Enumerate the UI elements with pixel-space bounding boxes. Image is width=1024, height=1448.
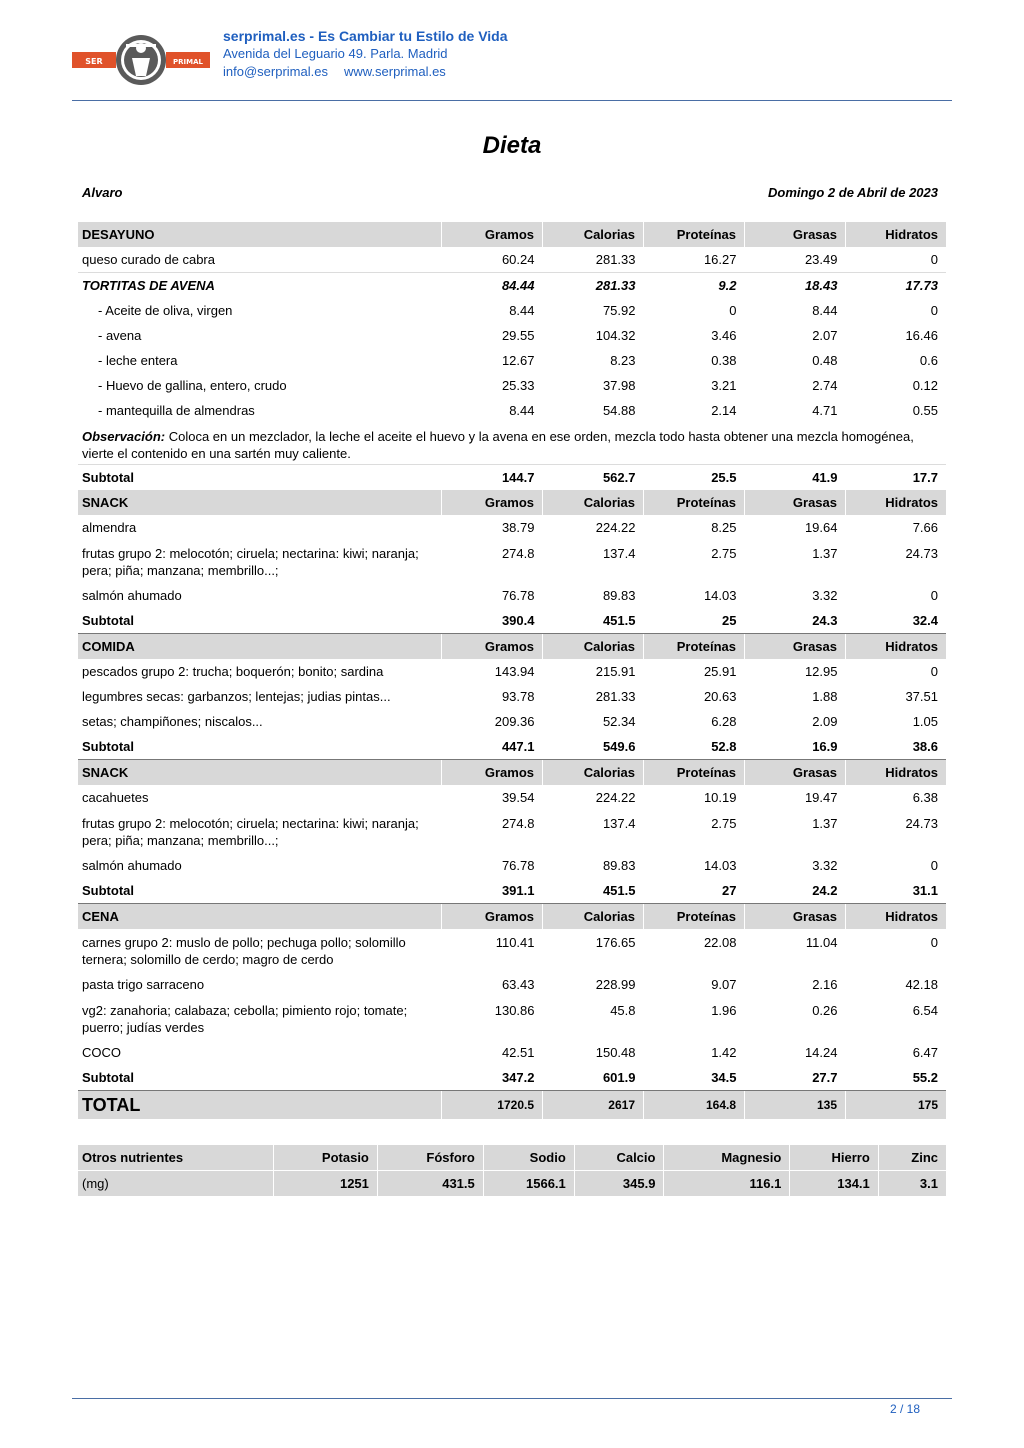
table-row: legumbres secas: garbanzos; lentejas; judias pintas... 93.78 281.33 20.63 1.88 37.51: [82, 689, 938, 704]
meal-header-cena: CENA Gramos Calorias Proteínas Grasas Hidratos: [78, 904, 946, 930]
ingredient-row: - Huevo de gallina, entero, crudo 25.33 37.98 3.21 2.74 0.12: [98, 378, 938, 393]
svg-text:PRIMAL: PRIMAL: [173, 58, 203, 66]
diet-table: [78, 222, 946, 1119]
table-row: COCO 42.51 150.48 1.42 14.24 6.47: [82, 1045, 938, 1060]
company-contact: [223, 63, 508, 81]
table-row: carnes grupo 2: muslo de pollo; pechuga pollo; solomillo ternera; solomillo de cerdo; magro de cerdo 110.41 176.65 22.08 11.04 0: [82, 935, 938, 967]
table-row: queso curado de cabra 60.24 281.33 16.27 23.49 0: [78, 247, 946, 273]
meal-header-desayuno: DESAYUNO Gramos Calorias Proteínas Grasas Hidratos: [78, 222, 946, 247]
table-row: cacahuetes 39.54 224.22 10.19 19.47 6.38: [82, 790, 938, 805]
svg-text:SER: SER: [85, 57, 103, 66]
nutrients-values-row: (mg) 1251 431.5 1566.1 345.9 116.1 134.1 3.1: [78, 1171, 946, 1197]
company-website[interactable]: www.serprimal.es: [343, 64, 446, 79]
page-title: Dieta: [482, 132, 542, 159]
total-row: TOTAL 1720.5 2617 164.8 135 175: [78, 1091, 946, 1120]
observation-row: [78, 423, 946, 465]
subtotal-row: Subtotal 391.1 451.5 27 24.2 31.1: [82, 883, 938, 898]
table-row: salmón ahumado 76.78 89.83 14.03 3.32 0: [82, 588, 938, 603]
ingredient-row: - leche entera 12.67 8.23 0.38 0.48 0.6: [98, 353, 938, 368]
page-header: [72, 24, 952, 100]
subtotal-row: Subtotal 144.7 562.7 25.5 41.9 17.7: [82, 470, 938, 485]
ingredient-row: - mantequilla de almendras 8.44 54.88 2.14 4.71 0.55: [98, 403, 938, 418]
table-row: vg2: zanahoria; calabaza; cebolla; pimiento rojo; tomate; puerro; judías verdes 130.86 45.8 1.96 0.26 6.54: [82, 1003, 938, 1035]
meal-header-snack: SNACK Gramos Calorias Proteínas Grasas Hidratos: [78, 760, 946, 786]
recipe-row: TORTITAS DE AVENA 84.44 281.33 9.2 18.43 17.73: [82, 278, 938, 293]
footer-divider: [72, 1398, 952, 1399]
observation-text: Observación: Coloca en un mezclador, la leche el aceite el huevo y la avena en ese orden, mezcla todo hasta obtener una mezcla homogénea, vierte el contenido en una sartén muy caliente.: [78, 423, 946, 465]
client-name: Alvaro: [82, 185, 123, 200]
table-row: almendra 38.79 224.22 8.25 19.64 7.66: [82, 520, 938, 535]
nutrients-header-row: Otros nutrientes Potasio Fósforo Sodio Calcio Magnesio Hierro Zinc: [78, 1145, 946, 1171]
subtotal-row: Subtotal 447.1 549.6 52.8 16.9 38.6: [82, 739, 938, 754]
page-number: 2 / 18: [889, 1402, 920, 1416]
header-divider: [72, 100, 952, 101]
diet-date: Domingo 2 de Abril de 2023: [767, 185, 938, 200]
ingredient-row: - Aceite de oliva, virgen 8.44 75.92 0 8.44 0: [98, 303, 938, 318]
company-address: Avenida del Leguario 49. Parla. Madrid: [223, 46, 448, 61]
company-info: [223, 27, 508, 81]
serprimal-logo-icon: [72, 30, 210, 88]
nutrients-table: [78, 1145, 946, 1196]
company-email[interactable]: info@serprimal.es: [223, 64, 328, 79]
table-row: frutas grupo 2: melocotón; ciruela; nectarina: kiwi; naranja; pera; piña; manzana; membrillo...; 274.8 137.4 2.75 1.37 24.73: [82, 816, 938, 848]
table-row: pasta trigo sarraceno 63.43 228.99 9.07 2.16 42.18: [82, 977, 938, 992]
table-row: salmón ahumado 76.78 89.83 14.03 3.32 0: [82, 858, 938, 873]
company-name: serprimal.es - Es Cambiar tu Estilo de Vida: [223, 28, 508, 44]
table-row: pescados grupo 2: trucha; boquerón; bonito; sardina 143.94 215.91 25.91 12.95 0: [82, 664, 938, 679]
subtotal-row: Subtotal 390.4 451.5 25 24.3 32.4: [82, 613, 938, 628]
subtotal-row: Subtotal 347.2 601.9 34.5 27.7 55.2: [82, 1070, 938, 1085]
table-row: setas; champiñones; niscalos... 209.36 52.34 6.28 2.09 1.05: [82, 714, 938, 729]
meal-header-snack: SNACK Gramos Calorias Proteínas Grasas Hidratos: [78, 490, 946, 515]
ingredient-row: - avena 29.55 104.32 3.46 2.07 16.46: [98, 328, 938, 343]
meal-header-comida: COMIDA Gramos Calorias Proteínas Grasas Hidratos: [78, 634, 946, 660]
table-row: frutas grupo 2: melocotón; ciruela; nectarina: kiwi; naranja; pera; piña; manzana; membrillo...; 274.8 137.4 2.75 1.37 24.73: [82, 546, 938, 578]
